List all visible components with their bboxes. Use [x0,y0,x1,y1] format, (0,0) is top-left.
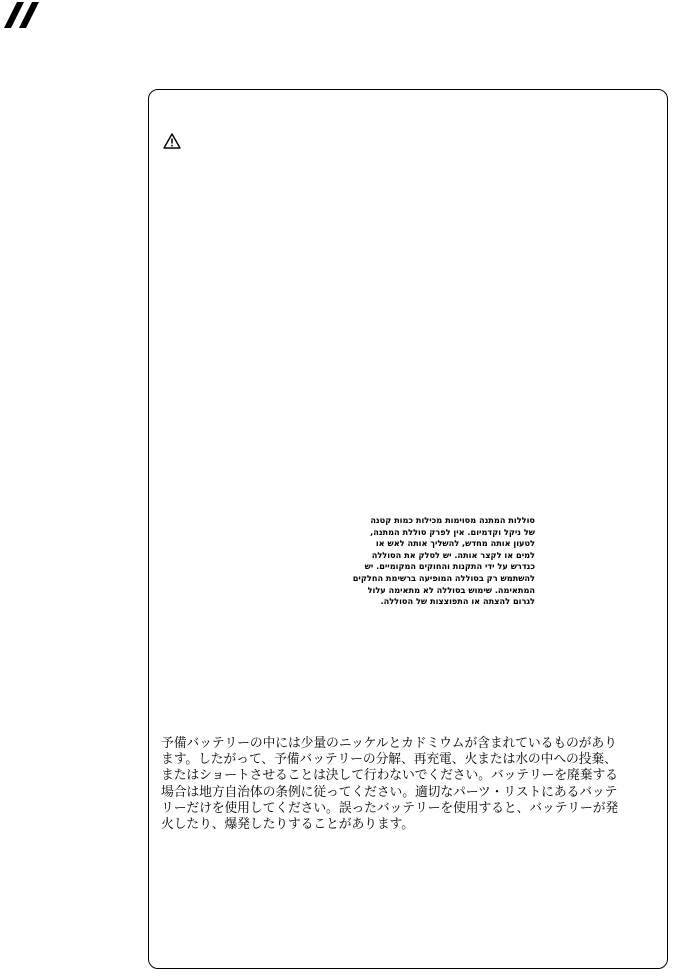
hebrew-battery-notice [315,515,535,608]
hebrew-line: סוללות המתנה מסוימות מכילות כמות קטנה [370,515,535,525]
japanese-line: またはショートさせることは決して行わないでください。バッテリーを廃棄する [161,768,618,784]
japanese-line: リーだけを使用してください。誤ったバッテリーを使用すると、バッテリーが発 [161,800,619,816]
notice-box [148,89,668,969]
japanese-battery-notice [161,736,661,833]
hebrew-line: של ניקל וקדמיום. אין לפרק סוללת המתנה, [370,526,535,537]
hebrew-line: כנדרש על ידי התקנות והחוקים המקומיים. יש [364,561,535,572]
japanese-line: 場合は地方自治体の条例に従ってください。適切なパーツ・リストにあるバッテ [161,784,618,800]
japanese-line: 火したり、爆発したりすることがあります。 [161,817,414,833]
hebrew-line: להשתמש רק בסוללה המופיעה ברשימת החלקים [352,572,535,583]
japanese-line: ます。したがって、予備バッテリーの分解、再充電、火または水の中への投棄、 [161,752,617,768]
japanese-line: 予備バッテリーの中には少量のニッケルとカドミウムが含まれているものがあり [161,736,617,751]
logo-icon [4,2,42,28]
hebrew-line: לגרום להצתה או התפוצצות של הסוללה. [380,596,535,607]
warning-triangle-icon [163,133,181,149]
hebrew-line: למים או לקצר אותה. יש לסלק את הסוללה [371,549,535,560]
hebrew-line: המתאימה. שימוש בסוללה לא מתאימה עלול [367,584,535,595]
hebrew-line: לטעון אותה מחדש, להשליך אותה לאש או [375,538,535,549]
